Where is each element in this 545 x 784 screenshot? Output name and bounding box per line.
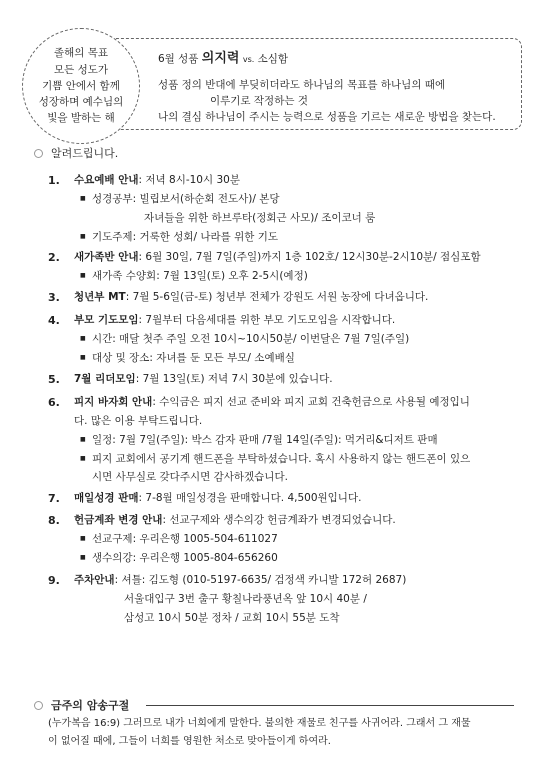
- verse-text-cont: 이 없어질 때에, 그들이 너희를 영원한 처소로 맞아들이게 하여라.: [48, 736, 331, 747]
- bullet-cont: 자녀들을 위한 하브루타(정회근 사모)/ 조이코너 룸: [144, 212, 376, 224]
- bullet: ■ 일정: 7월 7일(주일): 박스 감자 판매 /7월 14일(주일): 먹거리&디저트 판매: [80, 433, 438, 447]
- divider: [146, 705, 514, 706]
- bullet: ■ 새가족 수양회: 7월 13일(토) 오후 2-5시(예정): [80, 269, 308, 283]
- bullet: ■ 시간: 매달 첫주 주일 오전 10시~10시50분/ 이번달은 7월 7일(주일): [80, 332, 409, 346]
- notice-item-9: 주차안내: 셔틀: 김도형 (010-5197-6635/ 검정색 카니발 172허 2687): [74, 574, 407, 586]
- theme-resolution: 나의 결심 하나님이 주시는 능력으로 성품을 기르는 새로운 방법을 찾는다.: [158, 111, 496, 123]
- bullet: ■ 선교구제: 우리은행 1005-504-611027: [80, 532, 278, 546]
- notice-item-8: 헌금계좌 변경 안내: 선교구제와 생수의강 헌금계좌가 변경되었습니다.: [74, 514, 396, 526]
- notice-item-4: 부모 기도모임: 7월부터 다음세대를 위한 부모 기도모임을 시작합니다.: [74, 314, 396, 326]
- notice-item-6-cont: 다. 많은 이용 부탁드립니다.: [74, 415, 203, 427]
- theme-definition: 성품 정의 반대에 부딪히더라도 하나님의 목표를 하나님의 때에: [158, 79, 446, 91]
- notice-item-7: 매일성경 판매: 7-8월 매일성경을 판매합니다. 4,500원입니다.: [74, 492, 362, 504]
- bullet: ■ 피지 교회에서 공기계 핸드폰을 부탁하셨습니다. 혹시 사용하지 않는 핸드폰이 있으: [80, 452, 470, 466]
- goal-line: 졸해의 목표: [53, 47, 109, 60]
- annual-goal-circle: [22, 28, 140, 144]
- notice-item-6: 피지 바자회 안내: 수익금은 피지 선교 준비와 피지 교회 건축헌금으로 사용될 예정입니: [74, 396, 470, 408]
- notice-item-5: 7월 리더모임: 7월 13일(토) 저녁 7시 30분에 있습니다.: [74, 373, 333, 385]
- verse-text: (누가복음 16:9) 그러므로 내가 너희에게 말한다. 불의한 재물로 친구를 사귀어라. 그래서 그 재물: [48, 718, 471, 729]
- bullet: ■ 생수의강: 우리은행 1005-804-656260: [80, 551, 278, 565]
- theme-title: 6월 성품 의지력 vs. 소심함: [158, 51, 289, 66]
- notice-item-1: 수요예배 안내: 저녁 8시-10시 30분: [74, 174, 240, 186]
- theme-word: 의지력: [201, 51, 240, 66]
- notice-item-3: 청년부 MT: 7월 5-6일(금-토) 청년부 전체가 강원도 서원 농장에 다녀옵니다.: [74, 291, 429, 303]
- bullet: ■ 대상 및 장소: 자녀를 둔 모든 부모/ 소예배실: [80, 351, 295, 365]
- shuttle-info: 삼성고 10시 50분 정차 / 교회 10시 55분 도착: [124, 612, 340, 624]
- theme-definition-cont: 이루기로 작정하는 것: [210, 95, 308, 107]
- bullet: ■ 성경공부: 빌립보서(하순회 전도사)/ 본당: [80, 192, 280, 206]
- verse-heading: 금주의 암송구절: [34, 699, 129, 714]
- bullet: ■ 기도주제: 거룩한 성회/ 나라를 위한 기도: [80, 230, 278, 244]
- goal-line: 모든 성도가: [53, 63, 109, 76]
- opposite-word: 소심함: [257, 53, 289, 65]
- goal-line: 빛을 발하는 해: [47, 112, 115, 125]
- shuttle-info: 서울대입구 3번 출구 황칠나라풍년옥 앞 10시 40분 /: [124, 593, 367, 605]
- notice-heading: 알려드립니다.: [34, 147, 118, 162]
- circle-bullet-icon: [34, 701, 43, 710]
- goal-line: 기쁨 안에서 함께: [42, 79, 120, 92]
- notice-item-2: 새가족반 안내: 6월 30일, 7월 7일(주일)까지 1층 102호/ 12시30분-2시10분/ 점심포함: [74, 251, 481, 263]
- bullet-cont: 시면 사무실로 갖다주시면 감사하겠습니다.: [92, 471, 288, 483]
- goal-line: 성장하며 예수님의: [38, 96, 124, 109]
- circle-bullet-icon: [34, 149, 43, 158]
